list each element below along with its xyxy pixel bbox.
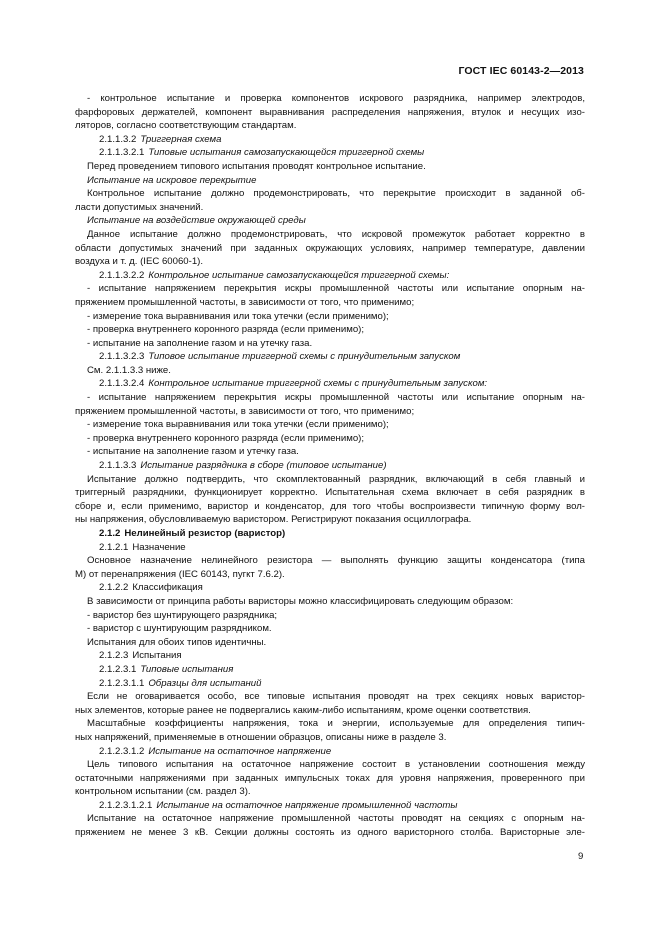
- text-line: [75, 785, 585, 799]
- line-text: Перед проведением типового испытания проводят контрольное испытание.: [87, 160, 426, 172]
- text-line: [75, 201, 585, 215]
- text-line: [75, 418, 585, 432]
- line-text: Контрольное испытание должно продемонстрировать, что перекрытие происходит в заданной об-: [87, 188, 585, 200]
- text-line: [75, 160, 585, 174]
- line-text: См. 2.1.1.3.3 ниже.: [87, 364, 171, 376]
- line-text: ласти допустимых значений.: [75, 201, 204, 213]
- text-line: [75, 106, 585, 120]
- text-line: [75, 269, 585, 283]
- line-text: остаточными напряжениями при заданных импульсных токах для уровня напряжения, проверенного при: [75, 772, 585, 784]
- text-line: [75, 649, 585, 663]
- text-line: [75, 799, 585, 813]
- text-line: [75, 377, 585, 391]
- clause-title: Испытания: [132, 650, 182, 662]
- text-line: [75, 473, 585, 487]
- line-text: фарфоровых держателей, компонент выравнивания распределения напряжения, втулок и несущих изо-: [75, 106, 585, 118]
- text-line: [75, 119, 585, 133]
- line-text: триггерный разрядники, функционирует корректно. Испытательная схема включает в себя разрядник в: [75, 487, 585, 499]
- text-line: [75, 405, 585, 419]
- page-number: 9: [578, 851, 584, 862]
- clause-number: 2.1.1.3.3: [99, 460, 137, 472]
- clause-number: 2.1.2: [99, 528, 121, 539]
- text-line: [75, 731, 585, 745]
- text-line: [75, 92, 585, 106]
- text-line: [75, 459, 585, 473]
- clause-title: Триггерная схема: [140, 133, 222, 145]
- text-line: [75, 133, 585, 147]
- line-text: Масштабные коэффициенты напряжения, тока и энергии, используемые для определения типич-: [87, 718, 585, 730]
- clause-number: 2.1.2.2: [99, 582, 129, 594]
- line-text: пряжением промышленной частоты, в зависимости от того, что применимо;: [75, 296, 415, 308]
- clause-title: Нелинейный резистор (варистор): [124, 528, 286, 539]
- text-line: [75, 581, 585, 595]
- text-line: [75, 432, 585, 446]
- line-text: ных элементов, которые ранее не подвергались каким-либо испытаниям, кроме оценки соответствия.: [75, 704, 531, 716]
- text-line: [75, 541, 585, 555]
- line-text: - варистор без шунтирующего разрядника;: [87, 609, 278, 621]
- text-line: [75, 296, 585, 310]
- clause-number: 2.1.1.3.2.1: [99, 147, 145, 159]
- text-line: [75, 704, 585, 718]
- line-text: - испытание напряжением перекрытия искры промышленной частоты или испытание опорным на-: [87, 283, 585, 295]
- line-text: - испытание на заполнение газом и утечку газа.: [87, 446, 299, 458]
- text-line: [75, 636, 585, 650]
- text-line: [75, 500, 585, 514]
- clause-number: 2.1.2.3.1.1: [99, 677, 145, 689]
- document-body: [75, 92, 585, 840]
- text-line: [75, 323, 585, 337]
- line-text: - испытание на заполнение газом и на утечку газа.: [87, 337, 313, 349]
- clause-title: Испытание разрядника в сборе (типовое испытание): [140, 460, 387, 472]
- line-text: Испытания для обоих типов идентичны.: [87, 636, 267, 648]
- text-line: [75, 187, 585, 201]
- text-line: [75, 772, 585, 786]
- line-text: ны напряжения, обусловливаемую варистором. Регистрируют показания осциллографа.: [75, 514, 472, 526]
- text-line: [75, 282, 585, 296]
- clause-number: 2.1.1.3.2: [99, 133, 137, 145]
- line-text: воздуха и т. д. (IEC 60060-1).: [75, 256, 204, 268]
- clause-number: 2.1.2.3.1.2: [99, 745, 145, 757]
- clause-title: Образцы для испытаний: [148, 677, 262, 689]
- line-text: В зависимости от принципа работы варисторы можно классифицировать следующим образом:: [87, 595, 514, 607]
- clause-title: Испытание на остаточное напряжение: [148, 745, 332, 757]
- text-line: [75, 146, 585, 160]
- line-text: области допустимых значений при заданных окружающих условиях, например температуре, давлении: [75, 242, 585, 254]
- text-line: [75, 758, 585, 772]
- line-text: - проверка внутреннего коронного разряда (если применимо);: [87, 324, 365, 336]
- line-text: контрольном испытании (см. раздел 3).: [75, 786, 251, 798]
- text-line: [75, 677, 585, 691]
- text-line: [75, 364, 585, 378]
- clause-title: Испытание на остаточное напряжение промышленной частоты: [156, 799, 458, 811]
- text-line: [75, 717, 585, 731]
- clause-title: Классификация: [132, 582, 203, 594]
- line-text: М) от перенапряжения (IEC 60143, пугкт 7.6.2).: [75, 568, 285, 580]
- text-line: [75, 174, 585, 188]
- line-text: сборе и, если применимо, варистор и конденсатор, для того чтобы воспроизвести типичную форму вол-: [75, 500, 585, 512]
- text-line: [75, 690, 585, 704]
- text-line: [75, 663, 585, 677]
- clause-title: Типовое испытание триггерной схемы с принудительным запуском: [148, 351, 461, 363]
- line-text: пряжением промышленной частоты, в зависимости от того, что применимо;: [75, 405, 415, 417]
- clause-number: 2.1.2.1: [99, 541, 129, 553]
- clause-title: Контрольное испытание самозапускающейся триггерной схемы:: [148, 269, 450, 281]
- text-line: [75, 391, 585, 405]
- clause-title: Типовые испытания: [140, 663, 234, 675]
- clause-number: 2.1.2.3.1: [99, 663, 137, 675]
- clause-title: Контрольное испытание триггерной схемы с принудительным запуском:: [148, 378, 488, 390]
- line-text: Испытание должно подтвердить, что скомплектованный разрядник, включающий в себя главный и: [87, 473, 585, 485]
- line-text: - испытание напряжением перекрытия искры промышленной частоты или испытание опорным на-: [87, 392, 585, 404]
- text-line: [75, 486, 585, 500]
- line-text: Испытание на искровое перекрытие: [87, 174, 257, 186]
- line-text: пряжением не менее 3 кВ. Секции должны состоять из одного варисторного столба. Варисторные эле-: [75, 827, 585, 839]
- clause-title: Назначение: [132, 541, 186, 553]
- text-line: [75, 242, 585, 256]
- line-text: Основное назначение нелинейного резистора — выполнять функцию защиты конденсатора (типа: [87, 555, 585, 567]
- document-header: ГОСТ IEC 60143-2—2013: [458, 65, 584, 77]
- text-line: [75, 595, 585, 609]
- text-line: [75, 228, 585, 242]
- text-line: [75, 513, 585, 527]
- line-text: Цель типового испытания на остаточное напряжение состоит в установлении соотношения между: [87, 759, 585, 771]
- text-line: [75, 337, 585, 351]
- text-line: [75, 445, 585, 459]
- text-line: [75, 568, 585, 582]
- clause-number: 2.1.1.3.2.3: [99, 351, 145, 363]
- line-text: - измерение тока выравнивания или тока утечки (если применимо);: [87, 419, 389, 431]
- line-text: Данное испытание должно продемонстрировать, что искровой промежуток работает корректно в: [87, 228, 585, 240]
- text-line: [75, 350, 585, 364]
- text-line: [75, 554, 585, 568]
- line-text: Испытание на остаточное напряжение промышленной частоты проводят на секциях с опорным на-: [87, 813, 585, 825]
- clause-number: 2.1.2.3.1.2.1: [99, 799, 153, 811]
- clause-number: 2.1.2.3: [99, 650, 129, 662]
- line-text: ляторов, согласно соответствующим стандартам.: [75, 120, 297, 132]
- text-line: [75, 527, 585, 541]
- line-text: - варистор с шунтирующим разрядником.: [87, 623, 272, 635]
- line-text: - проверка внутреннего коронного разряда (если применимо);: [87, 432, 365, 444]
- line-text: - контрольное испытание и проверка компонентов искрового разрядника, например электродов,: [87, 93, 585, 104]
- clause-number: 2.1.1.3.2.2: [99, 269, 145, 281]
- line-text: - измерение тока выравнивания или тока утечки (если применимо);: [87, 310, 389, 322]
- text-line: [75, 310, 585, 324]
- text-line: [75, 609, 585, 623]
- text-line: [75, 214, 585, 228]
- line-text: Если не оговаривается особо, все типовые испытания проводят на трех секциях новых варистор-: [87, 691, 585, 703]
- clause-title: Типовые испытания самозапускающейся триггерной схемы: [148, 147, 425, 159]
- text-line: [75, 826, 585, 840]
- text-line: [75, 812, 585, 826]
- text-line: [75, 622, 585, 636]
- line-text: ных напряжений, применяемые в отношении образцов, описаны ниже в разделе 3.: [75, 731, 447, 743]
- text-line: [75, 255, 585, 269]
- text-line: [75, 745, 585, 759]
- line-text: Испытание на воздействие окружающей среды: [87, 215, 306, 227]
- clause-number: 2.1.1.3.2.4: [99, 378, 145, 390]
